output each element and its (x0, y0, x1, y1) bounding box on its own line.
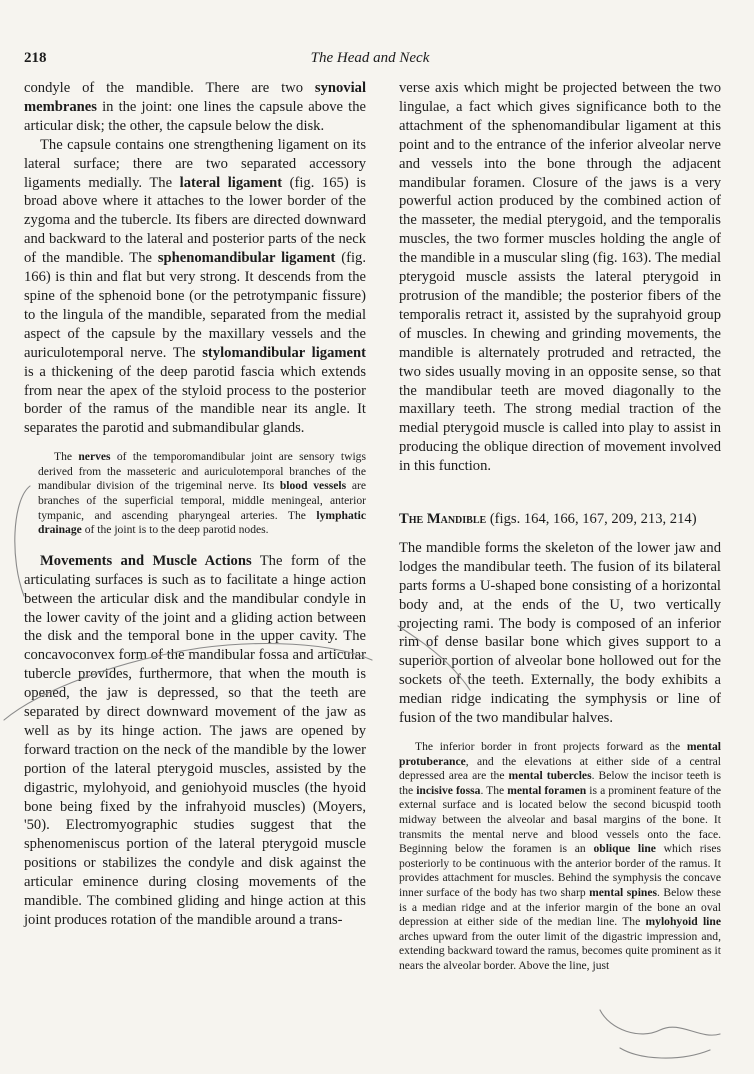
page-number: 218 (24, 50, 47, 66)
pencil-scribble (600, 1010, 720, 1035)
pencil-scribble-2 (620, 1048, 710, 1058)
section-heading-mandible: The Mandible (figs. 164, 166, 167, 209, 213, 214) (399, 511, 697, 528)
paragraph-ligaments: The capsule contains one strengthening ligament on its lateral surface; there are two separated accessory ligaments medially. The lateral ligament (fig. 165) is broad above where it attaches to the lower border of the zygoma and the tubercle. Its fibers are directed downward and backward to the lateral and posterior parts of the neck of the mandible. The sphenomandibular ligament (fig. 166) is thin and flat but very strong. It descends from the spine of the sphenoid bone (or the petrotympanic fissure) to the lingula of the mandible, separated from the medial aspect of the capsule by the maxillary vessels and the auriculotemporal nerve. The stylomandibular ligament is a thickening of the deep parotid fascia which extends from near the apex of the styloid process to the posterior border of the ramus of the mandible near its angle. It separates the parotid and submandibular glands. (24, 136, 366, 437)
paragraph-mandible: The mandible forms the skeleton of the lower jaw and lodges the mandibular teeth. The fusion of its bilateral parts forms a U-shaped bone consisting of a horizontal body and, at the ends of the U, two vertically projecting rami. The body is composed of an inferior rim of dense basilar bone which gives support to a superior portion of alveolar bone hollowed out for the sockets of the teeth. Externally, the body exhibits a median ridge indicating the symphysis or line of fusion of the two mandibular halves. (399, 539, 721, 727)
small-print-nerves: The nerves of the temporomandibular joint are sensory twigs derived from the masseteric and auriculotemporal branches of the mandibular division of the trigeminal nerve. Its blood vessels are branches of the superficial temporal, middle meningeal, anterior tympanic, and ascending pharyngeal arteries. The lymphatic drainage of the joint is to the deep parotid nodes. (38, 450, 366, 537)
running-head: The Head and Neck (310, 50, 430, 66)
section-heading: Movements and Muscle Actions (40, 552, 252, 569)
small-print-mandible: The inferior border in front projects forward as the mental protuberance, and the elevations at either side of a central depressed area are the mental tubercles. Below the incisor teeth is the incisive fossa. The mental foramen is a prominent feature of the external surface and is located below the second bicuspid tooth midway between the alveolar and basal margins of the bone. It transmits the mental nerve and blood vessels onto the face. Beginning below the foramen is an oblique line which rises posteriorly to be continuous with the anterior border of the ramus. It provides attachment for muscles. Behind the symphysis the concave inner surface of the body has two sharp mental spines. Below these is a median ridge and at the inferior margin of the bone an oval depression at either side of the median line. The mylohyoid line arches upward from the outer limit of the digastric impression and, extending backward toward the ramus, becomes quite prominent as it nears the alveolar border. Above the line, just (399, 740, 722, 972)
left-column (24, 79, 366, 930)
paragraph: condyle of the mandible. There are two synovial membranes in the joint: one lines the capsule above the articular disk; the other, the capsule below the disk. (24, 80, 366, 134)
paragraph: verse axis which might be projected between the two lingulae, a fact which gives significance both to the attachment of the sphenomandibular ligament at this point and to the entrance of the inferior alveolar nerve and vessels into the bone through the adjacent mandibular foramen. Closure of the jaws is a very powerful action produced by the combined action of the masseter, the medial pterygoid, and the temporalis muscles, the two former muscles holding the angle of the mandible in a muscular sling (fig. 163). The medial pterygoid muscle assists the lateral pterygoid in protrusion of the mandible; the posterior fibers of the temporalis retract it, assisted by the suprahyoid group of muscles. In chewing and grinding movements, the mandible is alternately protruded and retracted, the two sides usually moving in an opposite sense, so that the mandibular teeth are moved diagonally to the maxillary teeth. The strong medial traction of the medial pterygoid muscle is called into play to assist in producing the oblique direction of movement involved in this function. (399, 80, 721, 475)
right-column (399, 79, 721, 974)
page-header (24, 50, 716, 70)
paragraph-movements: Movements and Muscle Actions The form of the articulating surfaces is such as to facilitate a hinge action between the articular disk and the mandibular condyle in the lower cavity of the joint and a gliding action between the disk and the temporal bone in the upper cavity. The concavoconvex form of the mandibular fossa and articular tubercle provides, furthermore, that when the mouth is opened, the jaw is depressed, so that the teeth are separated by direct downward movement of the jaw as well as by its hinge action. The jaws are opened by forward traction on the neck of the mandible by the lower portion of the lateral pterygoid muscles, assisted by the digastric, mylohyoid, and geniohyoid muscles (the hyoid bone being fixed by the infrahyoid muscles) (Moyers, '50). Electromyographic studies suggest that the sphenomeniscus portion of the lateral pterygoid muscle positions or stabilizes the condyle and disk against the articular eminence during closing movements of the mandible. The combined gliding and hinge action at this joint produces rotation of the mandible around a trans- (24, 552, 366, 928)
